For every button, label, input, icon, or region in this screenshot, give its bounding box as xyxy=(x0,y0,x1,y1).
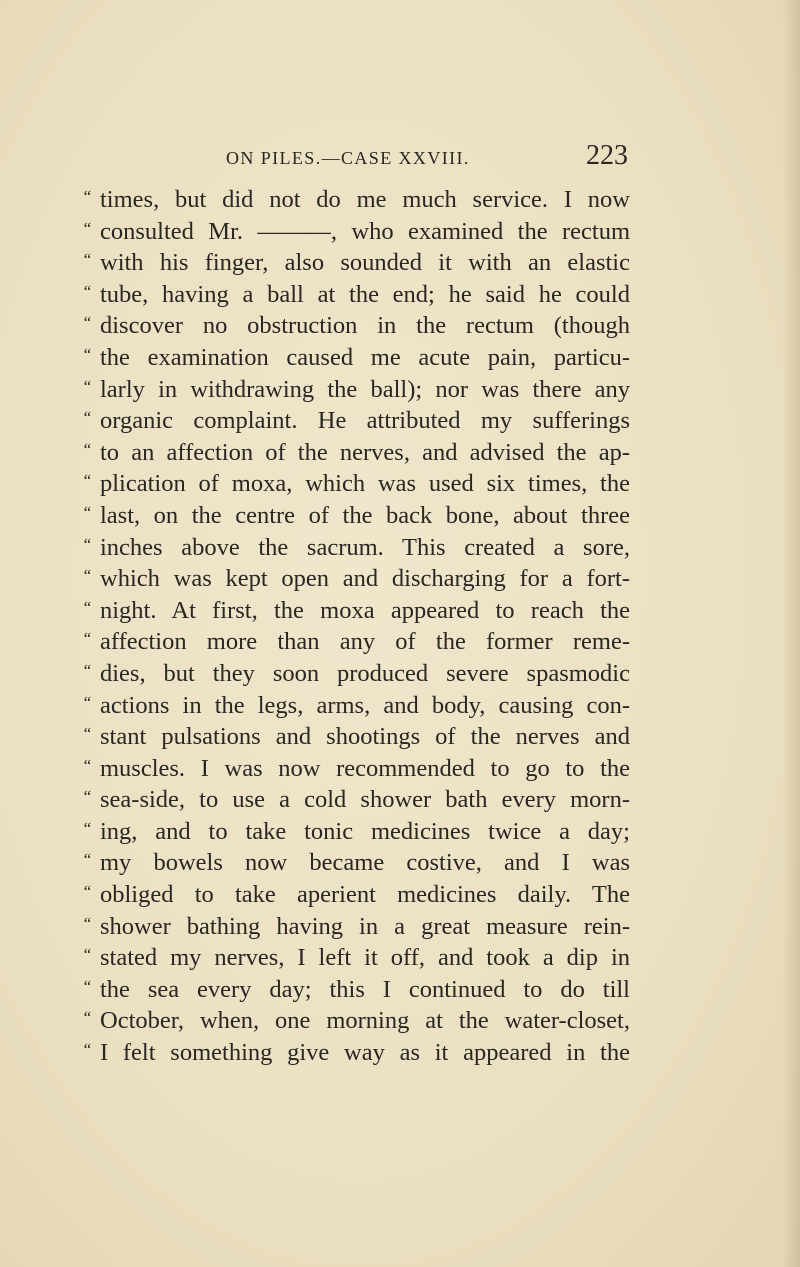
text-line xyxy=(82,216,630,248)
text-line xyxy=(82,626,630,658)
text-line xyxy=(82,342,630,374)
text-line-content: muscles. I was now recommended to go to the xyxy=(100,754,630,782)
text-line xyxy=(82,437,630,469)
text-line xyxy=(82,942,630,974)
text-line xyxy=(82,500,630,532)
opening-quote-mark: “ xyxy=(82,376,92,396)
opening-quote-mark: “ xyxy=(82,1040,92,1060)
text-line xyxy=(82,374,630,406)
text-line xyxy=(82,279,630,311)
text-line-content: inches above the sacrum. This created a sore, xyxy=(100,533,630,561)
text-line xyxy=(82,532,630,564)
text-line xyxy=(82,405,630,437)
text-line-content: larly in withdrawing the ball); nor was there any xyxy=(100,375,630,403)
opening-quote-mark: “ xyxy=(82,787,92,807)
text-line xyxy=(82,310,630,342)
opening-quote-mark: “ xyxy=(82,692,92,712)
text-line-content: the sea every day; this I continued to do till xyxy=(100,975,630,1003)
text-line-content: October, when, one morning at the water-closet, xyxy=(100,1007,630,1035)
text-line xyxy=(82,879,630,911)
text-line-content: dies, but they soon produced severe spasmodic xyxy=(100,659,630,687)
text-line xyxy=(82,816,630,848)
opening-quote-mark: “ xyxy=(82,850,92,870)
text-line-content: discover no obstruction in the rectum (though xyxy=(100,312,630,340)
text-line xyxy=(82,847,630,879)
opening-quote-mark: “ xyxy=(82,724,92,744)
text-line xyxy=(82,974,630,1006)
opening-quote-mark: “ xyxy=(82,344,92,364)
text-line-content: night. At first, the moxa appeared to reach the xyxy=(100,596,630,624)
text-line xyxy=(82,753,630,785)
body-text xyxy=(82,184,630,1069)
text-line-content: plication of moxa, which was used six times, the xyxy=(100,470,630,498)
opening-quote-mark: “ xyxy=(82,534,92,554)
opening-quote-mark: “ xyxy=(82,281,92,301)
text-line-content: with his finger, also sounded it with an elastic xyxy=(100,249,630,277)
opening-quote-mark: “ xyxy=(82,755,92,775)
text-line-content: my bowels now became costive, and I was xyxy=(100,849,630,877)
text-line xyxy=(82,690,630,722)
running-head: ON PILES.—CASE XXVIII. xyxy=(226,148,470,168)
text-line-content: actions in the legs, arms, and body, causing con- xyxy=(100,691,630,719)
text-line-content: ing, and to take tonic medicines twice a day; xyxy=(100,817,630,845)
text-line-content: sea-side, to use a cold shower bath every morn- xyxy=(100,786,630,814)
text-line xyxy=(82,911,630,943)
text-line-content: I felt something give way as it appeared in the xyxy=(100,1039,630,1067)
page-header xyxy=(226,140,628,180)
opening-quote-mark: “ xyxy=(82,1008,92,1028)
opening-quote-mark: “ xyxy=(82,913,92,933)
text-line-content: times, but did not do me much service. I now xyxy=(100,186,630,213)
opening-quote-mark: “ xyxy=(82,629,92,649)
opening-quote-mark: “ xyxy=(82,882,92,902)
text-line xyxy=(82,784,630,816)
opening-quote-mark: “ xyxy=(82,945,92,965)
text-line-content: tube, having a ball at the end; he said he could xyxy=(100,280,630,308)
text-line xyxy=(82,468,630,500)
opening-quote-mark: “ xyxy=(82,976,92,996)
opening-quote-mark: “ xyxy=(82,187,92,206)
text-line xyxy=(82,658,630,690)
opening-quote-mark: “ xyxy=(82,597,92,617)
opening-quote-mark: “ xyxy=(82,502,92,522)
text-line-content: last, on the centre of the back bone, about three xyxy=(100,501,630,529)
opening-quote-mark: “ xyxy=(82,471,92,491)
text-line-content: affection more than any of the former reme- xyxy=(100,628,630,656)
text-line-content: obliged to take aperient medicines daily. The xyxy=(100,881,630,909)
text-line-content: stant pulsations and shootings of the nerves and xyxy=(100,723,630,751)
opening-quote-mark: “ xyxy=(82,218,92,238)
text-line-content: the examination caused me acute pain, particu- xyxy=(100,343,630,371)
opening-quote-mark: “ xyxy=(82,313,92,333)
text-line-content: shower bathing having in a great measure rein- xyxy=(100,912,630,940)
opening-quote-mark: “ xyxy=(82,660,92,680)
text-line xyxy=(82,1005,630,1037)
opening-quote-mark: “ xyxy=(82,566,92,586)
text-line xyxy=(82,184,630,216)
text-line xyxy=(82,595,630,627)
text-line-content: consulted Mr. ———, who examined the rectum xyxy=(100,217,630,245)
text-line xyxy=(82,247,630,279)
opening-quote-mark: “ xyxy=(82,408,92,428)
page-number: 223 xyxy=(586,140,628,171)
opening-quote-mark: “ xyxy=(82,818,92,838)
opening-quote-mark: “ xyxy=(82,250,92,270)
text-line xyxy=(82,563,630,595)
opening-quote-mark: “ xyxy=(82,439,92,459)
text-line xyxy=(82,1037,630,1069)
text-line-content: to an affection of the nerves, and advised the ap- xyxy=(100,438,630,466)
text-line-content: which was kept open and discharging for a fort- xyxy=(100,565,630,593)
text-line-content: stated my nerves, I left it off, and took a dip in xyxy=(100,944,630,972)
text-line-content: organic complaint. He attributed my sufferings xyxy=(100,407,630,435)
page-edge-shadow xyxy=(782,0,800,1267)
text-line xyxy=(82,721,630,753)
